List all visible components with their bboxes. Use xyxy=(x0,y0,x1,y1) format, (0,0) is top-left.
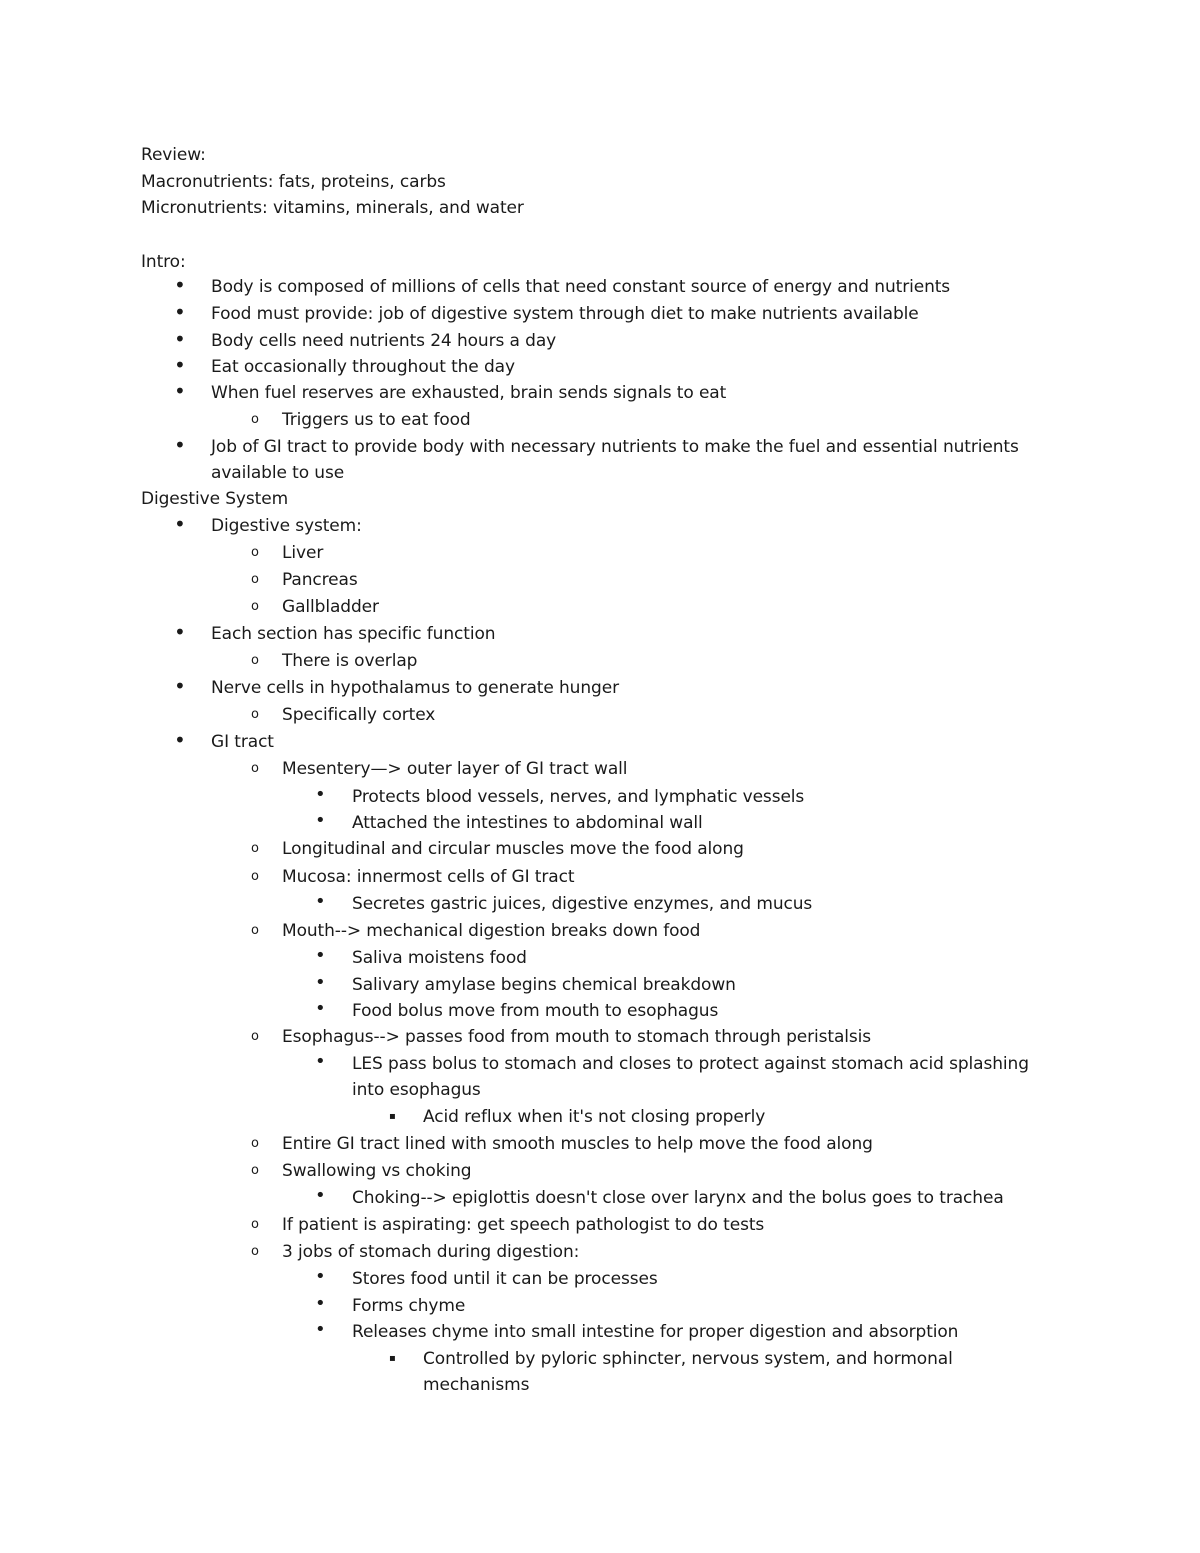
intro-bullet-4: Eat occasionally throughout the day xyxy=(211,357,515,377)
mouth-item: Mouth--> mechanical digestion breaks down food xyxy=(282,921,701,941)
smooth-muscle-item: Entire GI tract lined with smooth muscles to help move the food along xyxy=(282,1134,873,1154)
choking-detail: Choking--> epiglottis doesn't close over larynx and the bolus goes to trachea xyxy=(352,1188,1004,1208)
mesentery-detail-1: Protects blood vessels, nerves, and lymphatic vessels xyxy=(352,787,805,807)
bullet-marker: • xyxy=(174,273,186,297)
mouth-detail-2: Salivary amylase begins chemical breakdown xyxy=(352,975,736,995)
bullet-marker: • xyxy=(315,945,326,966)
bullet-marker: • xyxy=(315,972,326,993)
stomach-jobs-item: 3 jobs of stomach during digestion: xyxy=(282,1242,580,1262)
cortex-note: Specifically cortex xyxy=(282,705,436,725)
circle-marker: o xyxy=(251,599,259,614)
gi-tract-label: GI tract xyxy=(211,732,274,752)
circle-marker: o xyxy=(251,1029,259,1044)
bullet-marker: • xyxy=(315,1319,326,1340)
nerve-cells: Nerve cells in hypothalamus to generate hunger xyxy=(211,678,619,698)
micronutrients-line: Micronutrients: vitamins, minerals, and water xyxy=(141,198,524,218)
intro-bullet-5-sub: Triggers us to eat food xyxy=(282,410,471,430)
mucosa-item: Mucosa: innermost cells of GI tract xyxy=(282,867,575,887)
circle-marker: o xyxy=(251,572,259,587)
square-marker: ▪ xyxy=(389,1353,396,1364)
mouth-detail-1: Saliva moistens food xyxy=(352,948,527,968)
mouth-detail-3: Food bolus move from mouth to esophagus xyxy=(352,1001,719,1021)
bullet-marker: • xyxy=(315,891,326,912)
circle-marker: o xyxy=(251,1163,259,1178)
controlled-line-2: mechanisms xyxy=(423,1375,530,1395)
bullet-marker: • xyxy=(174,620,186,644)
stomach-job-2: Forms chyme xyxy=(352,1296,466,1316)
bullet-marker: • xyxy=(315,998,326,1019)
bullet-marker: • xyxy=(315,1185,326,1206)
mesentery-detail-2: Attached the intestines to abdominal wall xyxy=(352,813,703,833)
bullet-marker: • xyxy=(315,784,326,805)
bullet-marker: • xyxy=(174,379,186,403)
organ-pancreas: Pancreas xyxy=(282,570,358,590)
circle-marker: o xyxy=(251,761,259,776)
intro-bullet-5: When fuel reserves are exhausted, brain sends signals to eat xyxy=(211,383,727,403)
bullet-marker: • xyxy=(315,1266,326,1287)
swallowing-item: Swallowing vs choking xyxy=(282,1161,472,1181)
bullet-marker: • xyxy=(174,512,186,536)
bullet-marker: • xyxy=(174,327,186,351)
organ-liver: Liver xyxy=(282,543,324,563)
bullet-marker: • xyxy=(174,433,186,457)
bullet-marker: • xyxy=(174,674,186,698)
intro-bullet-6-line2: available to use xyxy=(211,463,345,483)
intro-bullet-2: Food must provide: job of digestive system through diet to make nutrients available xyxy=(211,304,919,324)
les-line-1: LES pass bolus to stomach and closes to protect against stomach acid splashing xyxy=(352,1054,1029,1074)
overlap-note: There is overlap xyxy=(282,651,418,671)
mesentery-item: Mesentery—> outer layer of GI tract wall xyxy=(282,759,628,779)
circle-marker: o xyxy=(251,653,259,668)
digestive-system-label: Digestive system: xyxy=(211,516,362,536)
intro-bullet-1: Body is composed of millions of cells that need constant source of energy and nutrients xyxy=(211,277,951,297)
section-function: Each section has specific function xyxy=(211,624,496,644)
esophagus-item: Esophagus--> passes food from mouth to stomach through peristalsis xyxy=(282,1027,872,1047)
circle-marker: o xyxy=(251,869,259,884)
bullet-marker: • xyxy=(174,353,186,377)
les-line-2: into esophagus xyxy=(352,1080,481,1100)
intro-bullet-6-line1: Job of GI tract to provide body with necessary nutrients to make the fuel and essential nutrients xyxy=(211,437,1019,457)
circle-marker: o xyxy=(251,545,259,560)
intro-heading: Intro: xyxy=(141,252,186,272)
circle-marker: o xyxy=(251,707,259,722)
circle-marker: o xyxy=(251,1217,259,1232)
square-marker: ▪ xyxy=(389,1111,396,1122)
bullet-marker: • xyxy=(174,728,186,752)
controlled-line-1: Controlled by pyloric sphincter, nervous system, and hormonal xyxy=(423,1349,953,1369)
circle-marker: o xyxy=(251,841,259,856)
circle-marker: o xyxy=(251,923,259,938)
mucosa-detail-1: Secretes gastric juices, digestive enzymes, and mucus xyxy=(352,894,813,914)
bullet-marker: • xyxy=(315,810,326,831)
organ-gallbladder: Gallbladder xyxy=(282,597,379,617)
bullet-marker: • xyxy=(174,300,186,324)
stomach-job-1: Stores food until it can be processes xyxy=(352,1269,658,1289)
stomach-job-3: Releases chyme into small intestine for proper digestion and absorption xyxy=(352,1322,959,1342)
intro-bullet-3: Body cells need nutrients 24 hours a day xyxy=(211,331,557,351)
macronutrients-line: Macronutrients: fats, proteins, carbs xyxy=(141,172,446,192)
acid-reflux-note: Acid reflux when it's not closing properly xyxy=(423,1107,766,1127)
circle-marker: o xyxy=(251,1136,259,1151)
aspirating-item: If patient is aspirating: get speech pathologist to do tests xyxy=(282,1215,765,1235)
review-heading: Review: xyxy=(141,145,206,165)
bullet-marker: • xyxy=(315,1293,326,1314)
circle-marker: o xyxy=(251,1244,259,1259)
muscles-item: Longitudinal and circular muscles move the food along xyxy=(282,839,744,859)
circle-marker: o xyxy=(251,412,259,427)
bullet-marker: • xyxy=(315,1051,326,1072)
digestive-heading: Digestive System xyxy=(141,489,289,509)
